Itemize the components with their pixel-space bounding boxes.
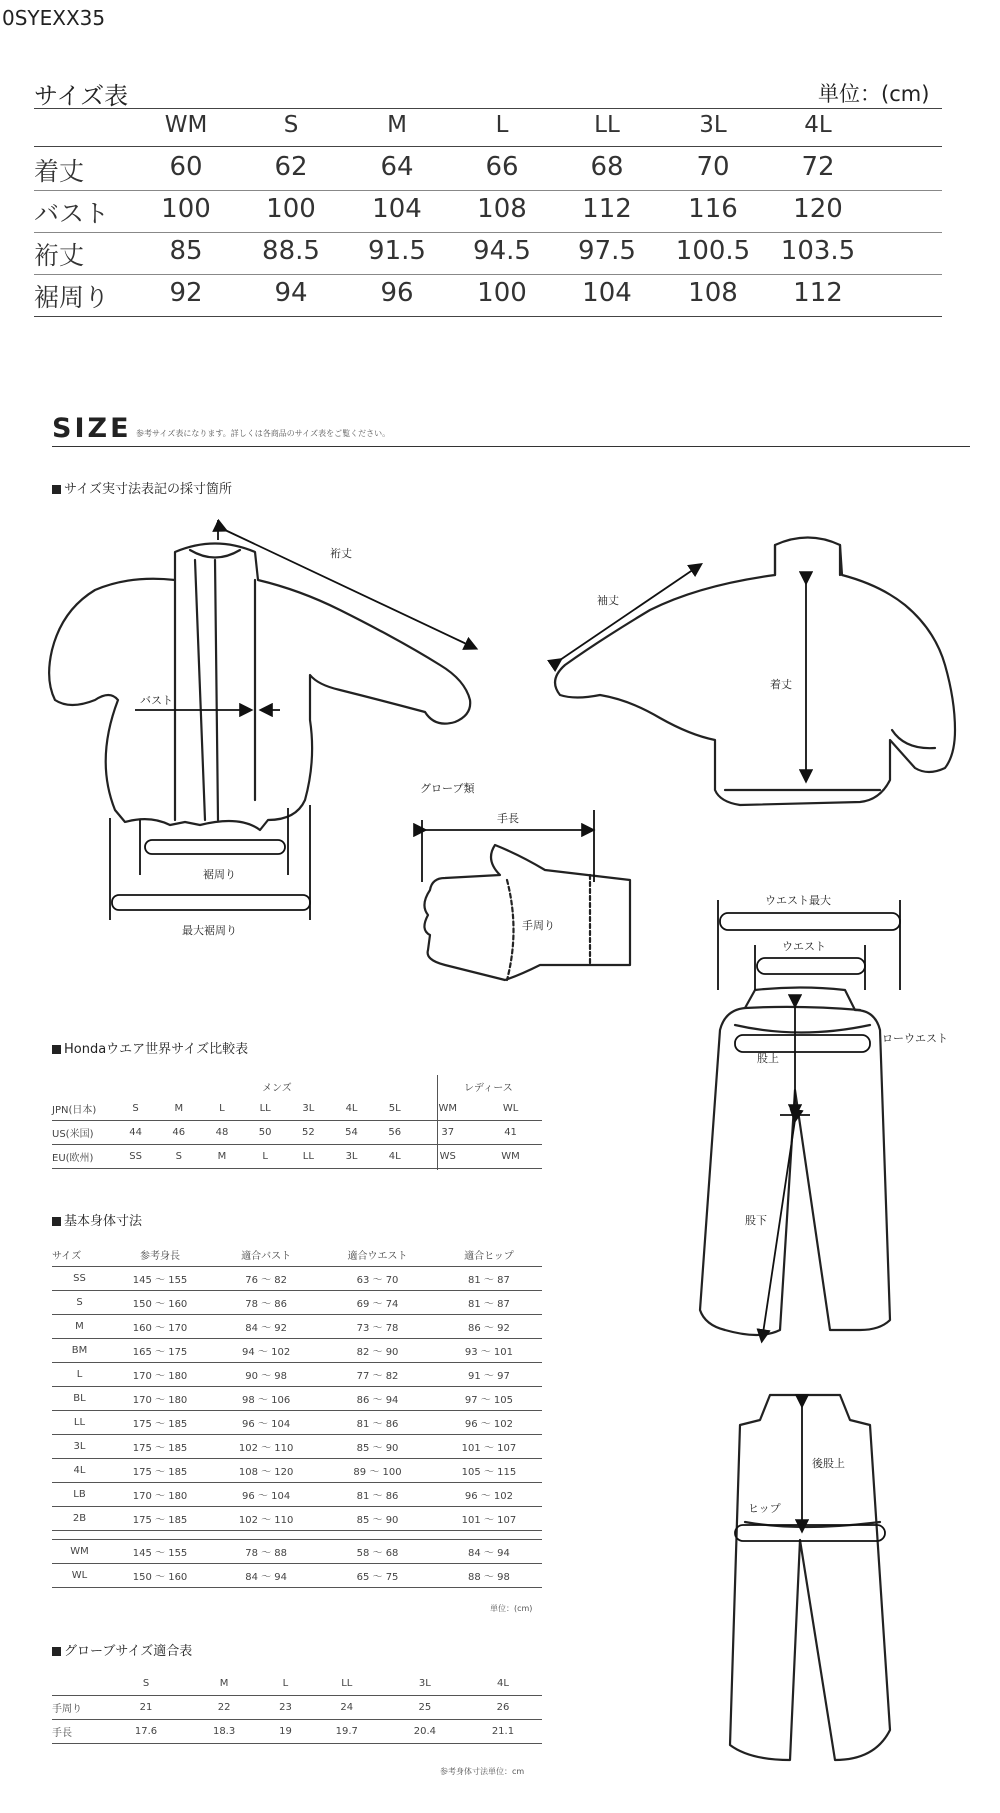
body-cell: 73 ～ 78 (319, 1315, 436, 1339)
glove-table-header (52, 1672, 542, 1696)
size-cell: 108 (477, 194, 527, 224)
body-cell: 4L (52, 1459, 107, 1483)
body-header-cell: サイズ (52, 1243, 107, 1267)
body-table-unit: 単位：(cm) (490, 1604, 533, 1613)
world-cell: 50 (244, 1121, 287, 1145)
label-mata-ue: 股上 (757, 1052, 779, 1065)
body-cell: 84 ～ 94 (436, 1540, 542, 1564)
glove-table-footnote: 参考身体寸法単位：cm (440, 1767, 525, 1776)
body-cell: 81 ～ 87 (436, 1291, 542, 1315)
glove-cell: 22 (185, 1696, 263, 1720)
body-cell: 84 ～ 94 (213, 1564, 319, 1588)
body-table-row (52, 1564, 542, 1588)
size-col-6: 4L (804, 112, 832, 138)
size-cell: 70 (696, 152, 730, 182)
body-cell: 91 ～ 97 (436, 1363, 542, 1387)
size-cell: 116 (688, 194, 738, 224)
label-ushiro-mata-ue: 後股上 (812, 1457, 845, 1470)
body-cell: 175 ～ 185 (107, 1507, 213, 1531)
world-row-label: EU(欧州) (52, 1145, 114, 1169)
glove-size-col: S (107, 1672, 185, 1696)
label-max-susomawari: 最大裾周り (182, 924, 237, 937)
body-cell: 77 ～ 82 (319, 1363, 436, 1387)
body-cell: 105 ～ 115 (436, 1459, 542, 1483)
size-col-5: 3L (699, 112, 727, 138)
glove-table-row (52, 1720, 542, 1744)
world-cell: 46 (157, 1121, 200, 1145)
glove-table-row (52, 1696, 542, 1720)
size-row-label: 着丈 (34, 157, 85, 186)
world-cell: M (200, 1145, 243, 1169)
world-cell: L (244, 1145, 287, 1169)
world-cell: SS (114, 1145, 157, 1169)
body-cell: M (52, 1315, 107, 1339)
glove-cell: 17.6 (107, 1720, 185, 1744)
world-cell: WS (416, 1145, 479, 1169)
glove-cell: 19.7 (308, 1720, 386, 1744)
size-row-label: 裄丈 (34, 241, 85, 270)
size-row-label: バスト (34, 199, 110, 228)
body-cell: 108 ～ 120 (213, 1459, 319, 1483)
size-cell: 112 (582, 194, 632, 224)
size-cell: 60 (169, 152, 203, 182)
glove-cell: 25 (386, 1696, 464, 1720)
body-cell: 175 ～ 185 (107, 1411, 213, 1435)
body-cell: WM (52, 1540, 107, 1564)
size-note: 参考サイズ表になります。詳しくは各商品のサイズ表をご覧ください。 (136, 429, 391, 438)
world-cell: S (157, 1145, 200, 1169)
body-cell: WL (52, 1564, 107, 1588)
world-cell: M (157, 1097, 200, 1121)
label-temawari: 手周り (522, 919, 555, 932)
world-cell: 41 (479, 1121, 542, 1145)
body-cell: 85 ～ 90 (319, 1507, 436, 1531)
world-table-grid (52, 1097, 542, 1169)
label-hip: ヒップ (748, 1502, 781, 1515)
body-cell: 175 ～ 185 (107, 1459, 213, 1483)
size-cell: 100.5 (675, 236, 751, 266)
body-cell: 96 ～ 104 (213, 1411, 319, 1435)
world-cell: 48 (200, 1121, 243, 1145)
body-cell: 101 ～ 107 (436, 1507, 542, 1531)
size-cell: 103.5 (780, 236, 856, 266)
size-table-unit: 単位：(cm) (818, 82, 930, 106)
size-cell: 120 (793, 194, 843, 224)
body-cell: L (52, 1363, 107, 1387)
size-cell: 91.5 (368, 236, 426, 266)
glove-cell: 21 (107, 1696, 185, 1720)
body-table-row (52, 1387, 542, 1411)
size-col-4: LL (594, 112, 620, 138)
body-cell: 96 ～ 102 (436, 1411, 542, 1435)
body-cell: 89 ～ 100 (319, 1459, 436, 1483)
group-ladies: レディース (464, 1083, 513, 1094)
body-header-cell: 参考身長 (107, 1243, 213, 1267)
world-table-row (52, 1097, 542, 1121)
world-cell: LL (244, 1097, 287, 1121)
body-cell: 165 ～ 175 (107, 1339, 213, 1363)
glove-row-label: 手周り (52, 1696, 107, 1720)
body-cell: 65 ～ 75 (319, 1564, 436, 1588)
body-table-row (52, 1540, 542, 1564)
label-low-waist: ローウエスト (882, 1032, 948, 1045)
body-cell: 94 ～ 102 (213, 1339, 319, 1363)
world-cell: 56 (373, 1121, 416, 1145)
body-cell: 88 ～ 98 (436, 1564, 542, 1588)
glove-cell: 23 (263, 1696, 308, 1720)
body-table-row (52, 1363, 542, 1387)
world-row-label: US(米国) (52, 1121, 114, 1145)
label-kitake: 着丈 (770, 678, 792, 691)
body-cell: 81 ～ 86 (319, 1411, 436, 1435)
size-cell: 66 (485, 152, 519, 182)
body-cell: 93 ～ 101 (436, 1339, 542, 1363)
size-cell: 85 (169, 236, 203, 266)
body-cell: 160 ～ 170 (107, 1315, 213, 1339)
body-cell: 82 ～ 90 (319, 1339, 436, 1363)
body-cell: 81 ～ 86 (319, 1483, 436, 1507)
size-cell: 92 (169, 278, 203, 308)
size-cell: 96 (380, 278, 414, 308)
world-cell: WM (479, 1145, 542, 1169)
size-cell: 68 (590, 152, 624, 182)
size-col-1: S (283, 112, 299, 138)
body-cell: 175 ～ 185 (107, 1435, 213, 1459)
world-cell: WL (479, 1097, 542, 1121)
world-cell: 54 (330, 1121, 373, 1145)
world-cell: 4L (373, 1145, 416, 1169)
body-table-header (52, 1243, 542, 1267)
size-cell: 72 (801, 152, 835, 182)
body-cell: 84 ～ 92 (213, 1315, 319, 1339)
world-table-row (52, 1121, 542, 1145)
glove-cell: 26 (464, 1696, 542, 1720)
glove-cell: 19 (263, 1720, 308, 1744)
body-cell: 101 ～ 107 (436, 1435, 542, 1459)
body-cell: 85 ～ 90 (319, 1435, 436, 1459)
body-table-row (52, 1435, 542, 1459)
glove-size-col: 3L (386, 1672, 464, 1696)
body-cell: 170 ～ 180 (107, 1483, 213, 1507)
body-cell: 150 ～ 160 (107, 1564, 213, 1588)
label-waist: ウエスト (782, 940, 826, 953)
size-cell: 94.5 (473, 236, 531, 266)
body-cell: LL (52, 1411, 107, 1435)
body-cell: 58 ～ 68 (319, 1540, 436, 1564)
body-cell: BL (52, 1387, 107, 1411)
body-cell: S (52, 1291, 107, 1315)
size-cell: 100 (477, 278, 527, 308)
glove-cell: 18.3 (185, 1720, 263, 1744)
glove-size-col: 4L (464, 1672, 542, 1696)
body-cell: 78 ～ 88 (213, 1540, 319, 1564)
glove-size-col: L (263, 1672, 308, 1696)
size-cell: 104 (372, 194, 422, 224)
body-cell: 145 ～ 155 (107, 1540, 213, 1564)
size-heading: SIZE (52, 413, 132, 444)
glove-row-label: 手長 (52, 1720, 107, 1744)
glove-cell: 21.1 (464, 1720, 542, 1744)
size-col-0: WM (164, 112, 208, 138)
size-table-title: サイズ表 (34, 82, 129, 110)
body-table-row (52, 1411, 542, 1435)
body-cell: 145 ～ 155 (107, 1267, 213, 1291)
world-cell: L (200, 1097, 243, 1121)
label-susomawari: 裾周り (203, 868, 236, 881)
world-cell: 4L (330, 1097, 373, 1121)
body-table-row (52, 1507, 542, 1531)
body-cell: 97 ～ 105 (436, 1387, 542, 1411)
glove-size-table (52, 1672, 542, 1744)
body-cell: 102 ～ 110 (213, 1435, 319, 1459)
glove-cell: 20.4 (386, 1720, 464, 1744)
body-cell: 150 ～ 160 (107, 1291, 213, 1315)
size-cell: 100 (161, 194, 211, 224)
size-cell: 100 (266, 194, 316, 224)
world-table-title: Hondaウエア世界サイズ比較表 (52, 1038, 248, 1057)
body-cell: LB (52, 1483, 107, 1507)
glove-cell: 24 (308, 1696, 386, 1720)
label-glove-type: グローブ類 (420, 782, 475, 795)
glove-size-col: LL (308, 1672, 386, 1696)
body-cell: 96 ～ 102 (436, 1483, 542, 1507)
label-tenaga: 手長 (497, 812, 519, 825)
body-cell: 96 ～ 104 (213, 1483, 319, 1507)
body-header-cell: 適合ヒップ (436, 1243, 542, 1267)
world-cell: 44 (114, 1121, 157, 1145)
body-cell: 76 ～ 82 (213, 1267, 319, 1291)
glove-table-title: グローブサイズ適合表 (52, 1640, 192, 1659)
body-cell: 3L (52, 1435, 107, 1459)
body-cell: SS (52, 1267, 107, 1291)
measure-section-title: サイズ実寸法表記の採寸箇所 (52, 478, 232, 497)
size-cell: 62 (274, 152, 308, 182)
label-sodetake: 袖丈 (597, 594, 619, 607)
body-cell: 170 ～ 180 (107, 1363, 213, 1387)
body-table-row (52, 1459, 542, 1483)
body-cell: 90 ～ 98 (213, 1363, 319, 1387)
world-cell: 52 (287, 1121, 330, 1145)
size-cell: 64 (380, 152, 414, 182)
body-table-row (52, 1267, 542, 1291)
document-code: 0SYEXX35 (2, 6, 106, 30)
label-waist-max: ウエスト最大 (765, 894, 831, 907)
body-cell: 98 ～ 106 (213, 1387, 319, 1411)
body-cell: 63 ～ 70 (319, 1267, 436, 1291)
world-cell: 37 (416, 1121, 479, 1145)
size-cell: 108 (688, 278, 738, 308)
size-cell: 94 (274, 278, 308, 308)
label-mata-shita: 股下 (745, 1214, 767, 1227)
world-cell: 3L (287, 1097, 330, 1121)
body-table-row (52, 1339, 542, 1363)
body-cell: 2B (52, 1507, 107, 1531)
world-row-label: JPN(日本) (52, 1097, 114, 1121)
body-cell: 170 ～ 180 (107, 1387, 213, 1411)
label-bust: バスト (140, 694, 173, 707)
body-header-cell: 適合バスト (213, 1243, 319, 1267)
world-cell: S (114, 1097, 157, 1121)
body-cell: 78 ～ 86 (213, 1291, 319, 1315)
size-cell: 88.5 (262, 236, 320, 266)
world-table-row (52, 1145, 542, 1169)
body-table-title: 基本身体寸法 (52, 1210, 142, 1229)
body-table-row (52, 1483, 542, 1507)
size-cell: 97.5 (578, 236, 636, 266)
body-table-row (52, 1291, 542, 1315)
body-table-row (52, 1315, 542, 1339)
body-header-cell: 適合ウエスト (319, 1243, 436, 1267)
label-yukitake: 裄丈 (330, 547, 352, 560)
group-mens: メンズ (262, 1083, 292, 1094)
body-cell: 86 ～ 94 (319, 1387, 436, 1411)
size-col-2: M (387, 112, 407, 138)
world-cell: LL (287, 1145, 330, 1169)
body-cell: 86 ～ 92 (436, 1315, 542, 1339)
size-row-label: 裾周り (34, 283, 110, 312)
size-cell: 104 (582, 278, 632, 308)
body-dimension-table (52, 1243, 542, 1588)
body-cell: 81 ～ 87 (436, 1267, 542, 1291)
size-col-3: L (495, 112, 509, 138)
world-cell: WM (416, 1097, 479, 1121)
body-cell: 69 ～ 74 (319, 1291, 436, 1315)
glove-size-col: M (185, 1672, 263, 1696)
body-cell: 102 ～ 110 (213, 1507, 319, 1531)
world-cell: 5L (373, 1097, 416, 1121)
size-cell: 112 (793, 278, 843, 308)
body-cell: BM (52, 1339, 107, 1363)
world-cell: 3L (330, 1145, 373, 1169)
